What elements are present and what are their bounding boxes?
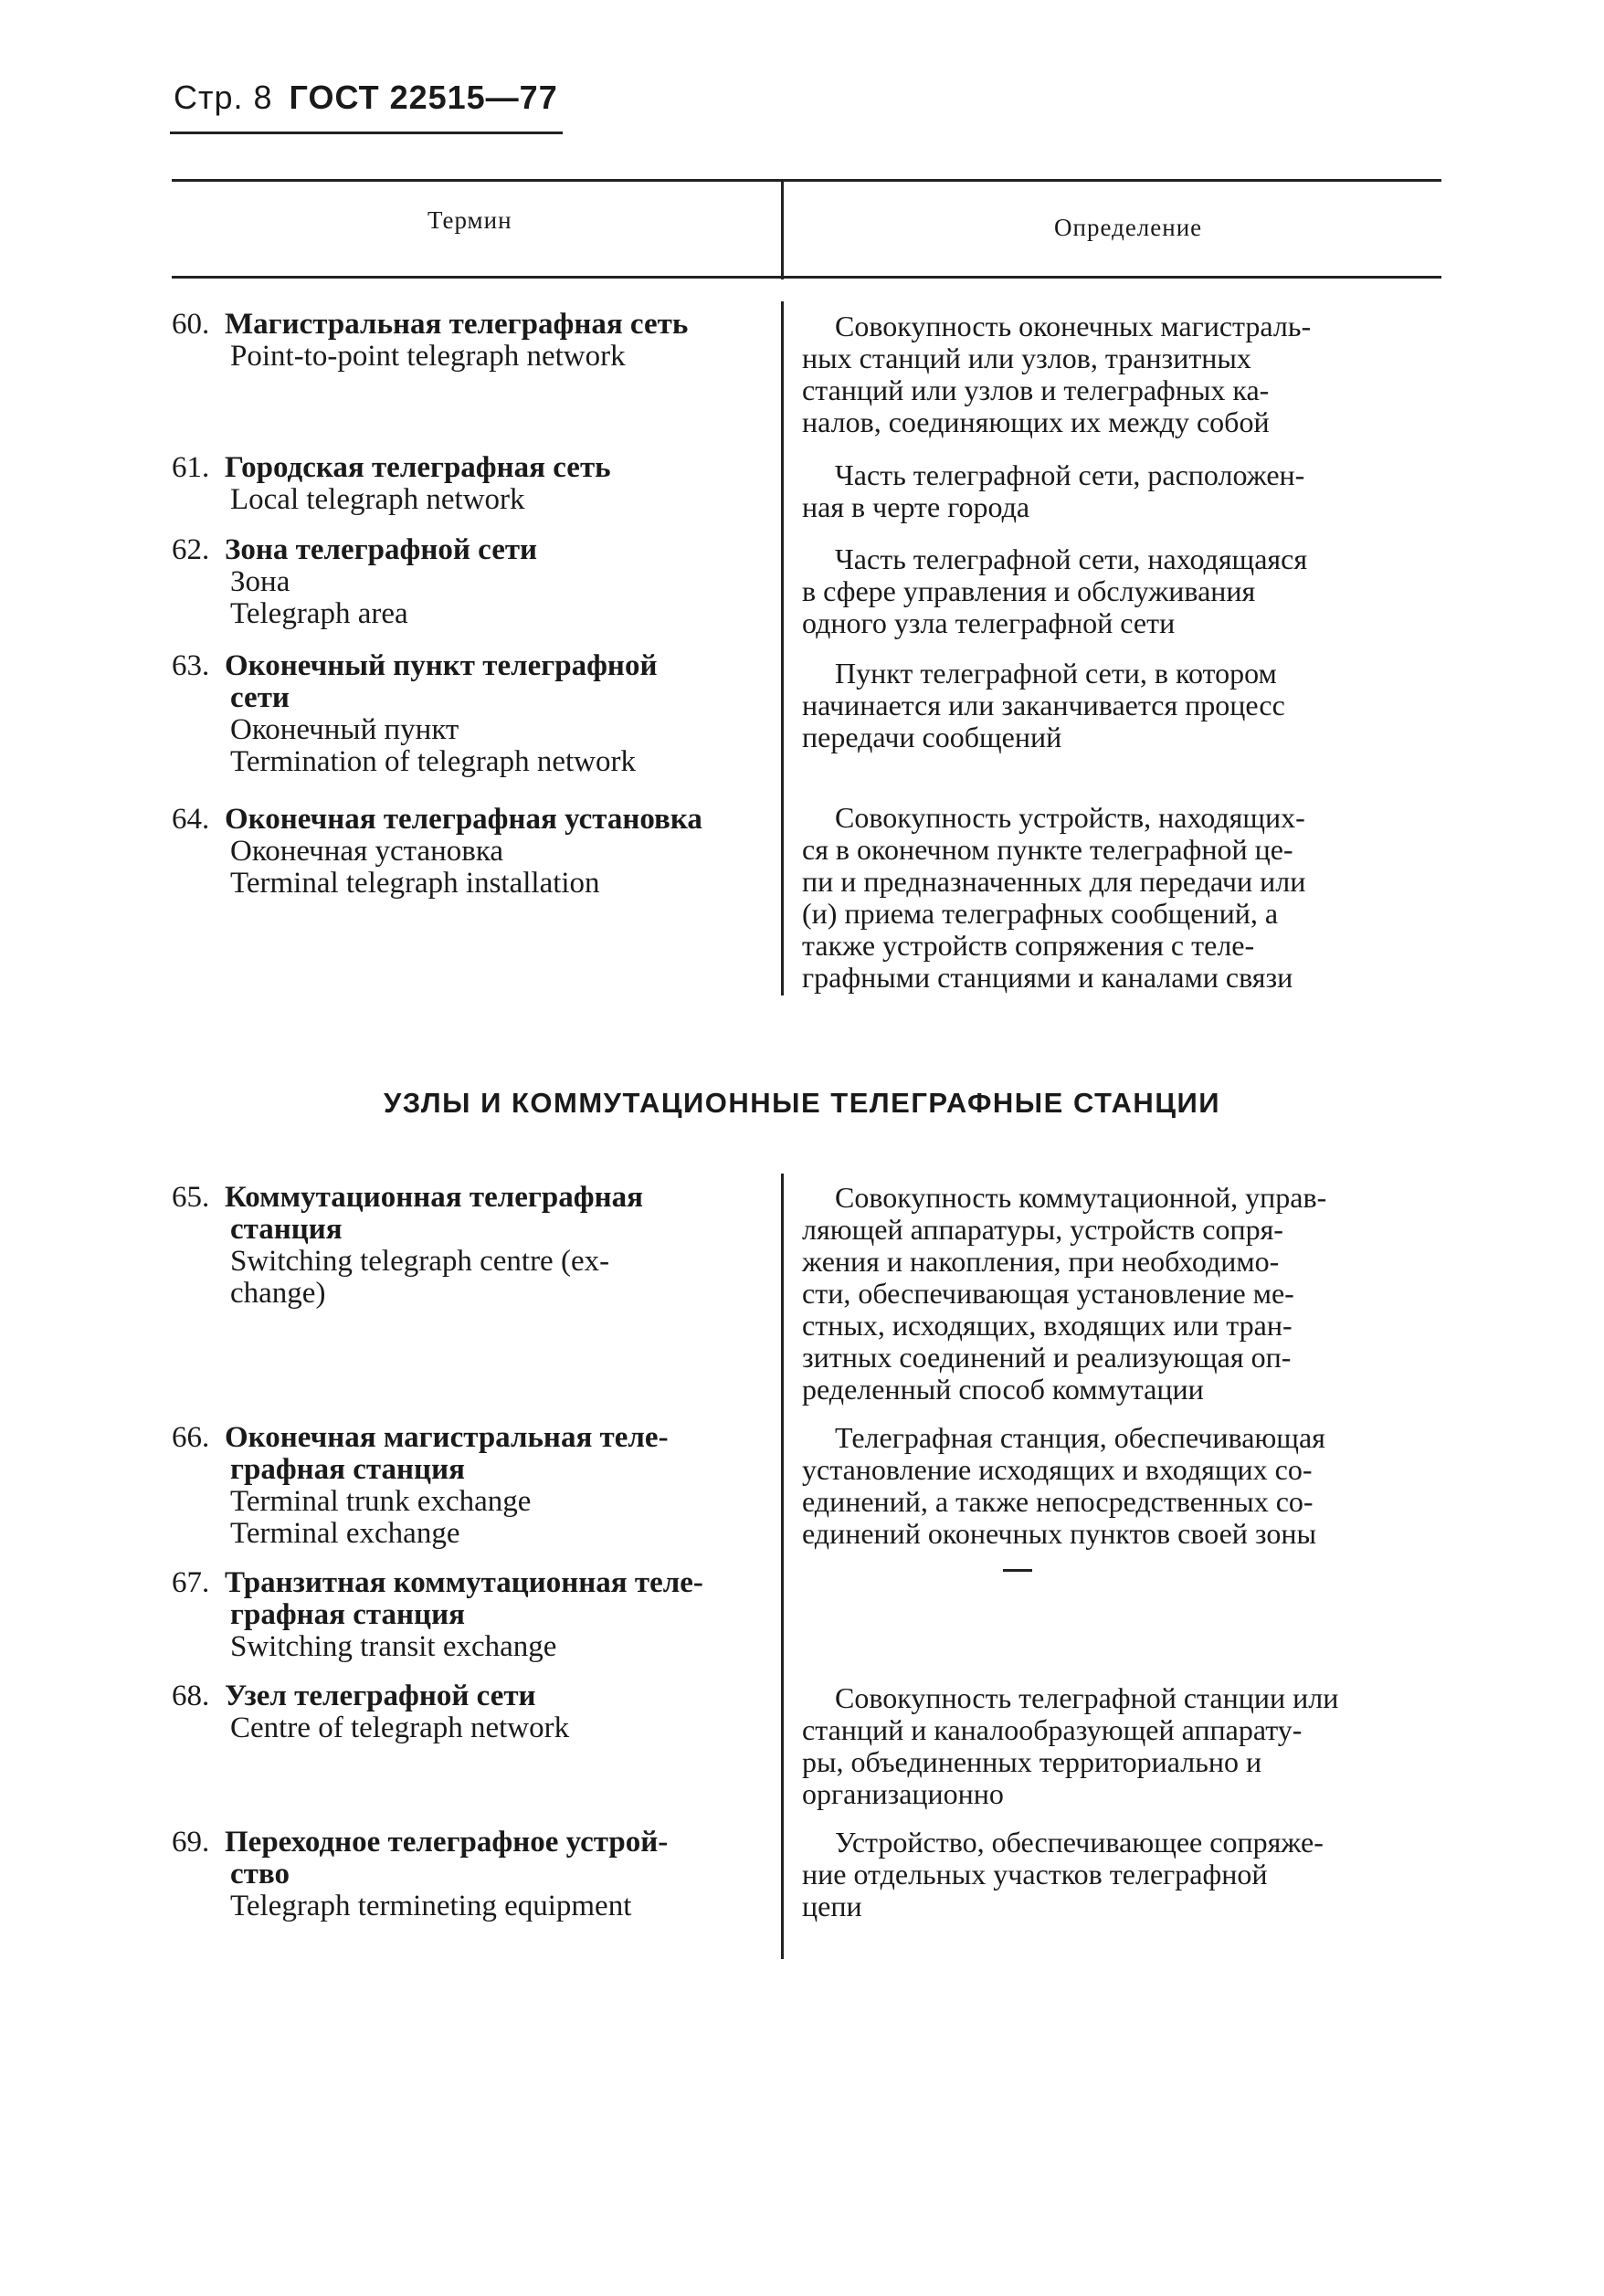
standard-number: ГОСТ 22515—77 (289, 79, 558, 116)
term-entry-60 (172, 309, 765, 373)
term-title: 66. Оконечная магистральная теле- (172, 1421, 669, 1454)
term-title: 69. Переходное телеграфное устрой- (172, 1826, 669, 1859)
term-title: 62. Зона телеграфной сети (172, 533, 538, 566)
definition-62: Часть телеграфной сети, находящаяся в сфере управления и обслуживания одного узла телеграфной сети (802, 542, 1308, 639)
definition-65: Совокупность коммутационной, управ- ляющей аппаратуры, устройств сопря- жения и накопления, при необходимо- сти, обеспечивающая установление ме- стных, исходящих, входящих или тран- зитных соединений и реализующая оп- ределенный способ коммутации (802, 1181, 1327, 1406)
term-alt: Point-to-point telegraph network (230, 340, 626, 373)
term-entry-64 (172, 804, 765, 900)
term-title: 67. Транзитная коммутационная теле- (172, 1566, 703, 1599)
term-alt: Terminal exchange (230, 1517, 460, 1550)
term-title-continued: ство (230, 1858, 290, 1891)
term-title: 63. Оконечный пункт телеграфной (172, 649, 658, 682)
table-top-rule (172, 179, 1441, 182)
term-title: 60. Магистральная телеграфная сеть (172, 308, 689, 341)
term-alt: Terminal trunk exchange (230, 1485, 532, 1518)
term-alt: Switching transit exchange (230, 1630, 557, 1663)
term-alt: Local telegraph network (230, 483, 525, 516)
term-alt: Оконечный пункт (230, 713, 459, 746)
section-heading: УЗЛЫ И КОММУТАЦИОННЫЕ ТЕЛЕГРАФНЫЕ СТАНЦИИ (383, 1087, 1221, 1119)
table-header-rule (172, 276, 1441, 279)
column-divider-bottom (781, 1174, 784, 1959)
term-entry-68 (172, 1680, 765, 1744)
definition-68: Совокупность телеграфной станции или станций и каналообразующей аппарату- ры, объединенных территориально и организационно (802, 1681, 1339, 1810)
header-rule (170, 132, 563, 134)
term-title: 65. Коммутационная телеграфная (172, 1181, 643, 1214)
column-header-definition: Определение (1054, 214, 1203, 241)
term-entry-63 (172, 650, 765, 778)
term-title: 64. Оконечная телеграфная установка (172, 803, 702, 836)
definition-69: Устройство, обеспечивающее сопряже- ние отдельных участков телеграфной цепи (802, 1826, 1324, 1922)
term-title: 61. Городская телеграфная сеть (172, 451, 611, 484)
column-divider-top (781, 301, 784, 995)
term-alt: Centre of telegraph network (230, 1711, 570, 1744)
term-entry-67 (172, 1567, 765, 1663)
page-header (174, 79, 578, 117)
term-entry-65 (172, 1182, 765, 1310)
term-alt: Switching telegraph centre (ex- (230, 1245, 610, 1278)
definition-60: Совокупность оконечных магистраль- ных станций или узлов, транзитных станций или узлов и телеграфных ка- налов, соединяющих их между собой (802, 310, 1312, 438)
term-title-continued: графная станция (230, 1453, 465, 1486)
term-alt: Termination of telegraph network (230, 745, 636, 778)
definition-66: Телеграфная станция, обеспечивающая установление исходящих и входящих со- единений, а также непосредственных со- единений оконечных пунктов своей зоны (802, 1421, 1325, 1550)
term-title-continued: графная станция (230, 1598, 465, 1631)
term-alt: change) (230, 1277, 326, 1310)
column-divider-header (781, 179, 784, 279)
page-label: Стр. 8 (174, 79, 273, 116)
term-title-continued: сети (230, 681, 290, 714)
definition-64: Совокупность устройств, находящих- ся в оконечном пункте телеграфной це- пи и предназначенных для передачи или (и) приема телеграфных сообщений, а также устройств сопряжения с теле- графными станциями и каналами связи (802, 801, 1306, 994)
term-entry-61 (172, 452, 765, 516)
term-alt: Оконечная установка (230, 835, 504, 868)
term-alt: Telegraph area (230, 597, 408, 630)
definition-63: Пункт телеграфной сети, в котором начинается или заканчивается процесс передачи сообщений (802, 657, 1285, 753)
term-entry-62 (172, 534, 765, 630)
term-title-continued: станция (230, 1213, 343, 1246)
term-entry-66 (172, 1422, 765, 1550)
definition-61: Часть телеграфной сети, расположен- ная в черте города (802, 458, 1305, 523)
term-alt: Зона (230, 565, 290, 598)
no-definition-dash (1003, 1569, 1032, 1572)
term-alt: Telegraph termineting equipment (230, 1890, 632, 1922)
term-entry-69 (172, 1827, 765, 1922)
column-header-term: Термин (427, 206, 512, 234)
term-title: 68. Узел телеграфной сети (172, 1680, 536, 1712)
term-alt: Terminal telegraph installation (230, 867, 600, 900)
